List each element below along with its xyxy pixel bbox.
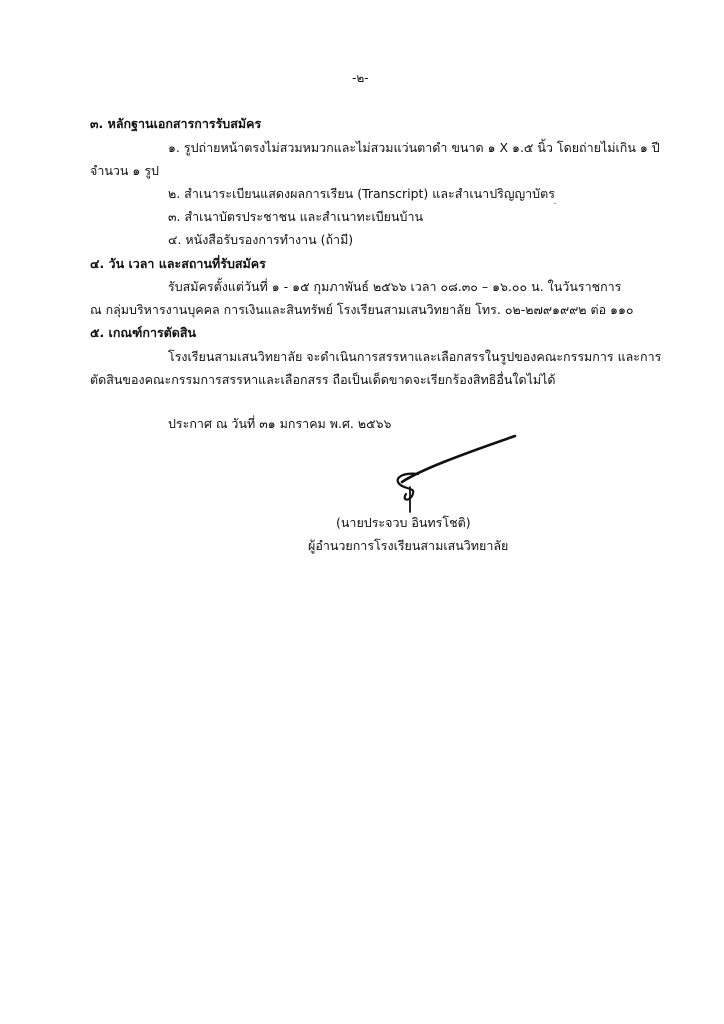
page-number: -๒- [352, 71, 369, 85]
announcement-date: ประกาศ ณ วันที่ ๓๑ มกราคม พ.ศ. ๒๕๖๖ [168, 416, 392, 431]
section-4-line-1: รับสมัครตั้งแต่วันที่ ๑ - ๑๕ กุมภาพันธ์ ๒๕๖๖ เวลา ๐๘.๓๐ – ๑๖.๐๐ น. ในวันราชการ [168, 279, 622, 294]
section-3-item-1-continuation: จำนวน ๑ รูป [90, 163, 159, 178]
signatory-title: ผู้อำนวยการโรงเรียนสามเสนวิทยาลัย [308, 538, 509, 553]
section-5-heading: ๕. เกณฑ์การตัดสิน [90, 325, 197, 340]
section-3-heading: ๓. หลักฐานเอกสารการรับสมัคร [90, 116, 262, 131]
signatory-name: (นายประจวบ อินทรโชติ) [336, 515, 471, 530]
section-4-heading: ๔. วัน เวลา และสถานที่รับสมัคร [90, 256, 266, 271]
section-3-item-2: ๒. สำเนาระเบียนแสดงผลการเรียน (Transcript) และสำเนาปริญญาบัตร [168, 186, 555, 201]
section-3-item-1: ๑. รูปถ่ายหน้าตรงไม่สวมหมวกและไม่สวมแว่นตาดำ ขนาด ๑ X ๑.๕ นิ้ว โดยถ่ายไม่เกิน ๑ ปี [168, 140, 660, 155]
section-3-item-4: ๔. หนังสือรับรองการทำงาน (ถ้ามี) [168, 232, 354, 247]
scan-speck [554, 203, 556, 204]
section-5-line-2: ตัดสินของคณะกรรมการสรรหาและเลือกสรร ถือเป็นเด็ดขาดจะเรียกร้องสิทธิอื่นใดไม่ได้ [90, 372, 556, 387]
section-5-line-1: โรงเรียนสามเสนวิทยาลัย จะดำเนินการสรรหาและเลือกสรรในรูปของคณะกรรมการ และการ [168, 349, 662, 364]
section-4-line-2: ณ กลุ่มบริหารงานบุคคล การเงินและสินทรัพย์ โรงเรียนสามเสนวิทยาลัย โทร. ๐๒-๒๗๙๑๙๙๒ ต่อ ๑๑๐ [90, 302, 634, 317]
section-3-item-3: ๓. สำเนาบัตรประชาชน และสำเนาทะเบียนบ้าน [168, 209, 424, 224]
handwritten-signature [380, 430, 540, 515]
